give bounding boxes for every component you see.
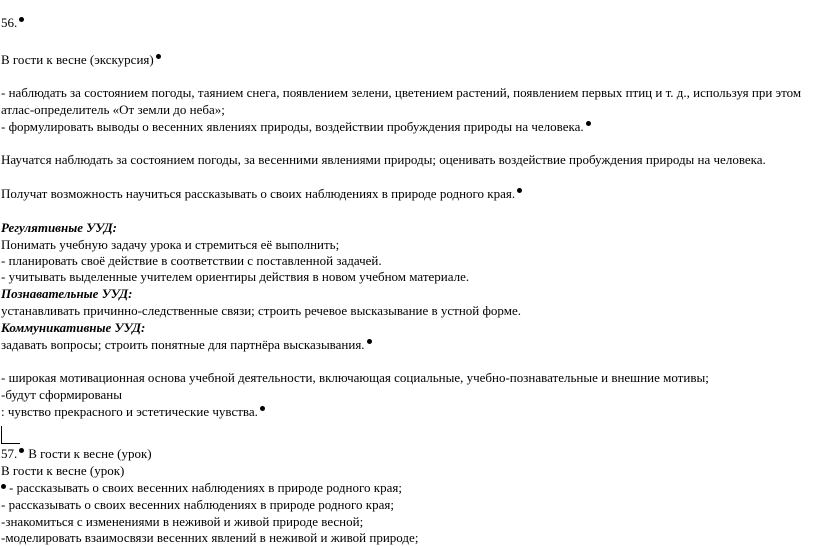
outcome-line (1, 185, 522, 202)
personal-line: -будут сформированы (1, 387, 122, 402)
bullet-dot-icon (260, 406, 265, 411)
goal-line: - наблюдать за состоянием погоды, таянием снега, появлением зелени, цветением растений, появлением первых птиц и т. д., используя при этом (1, 85, 802, 100)
goal-line: -моделировать взаимосвязи весенних явлений в неживой и живой природе; (1, 530, 419, 545)
personal-line: - широкая мотивационная основа учебной деятельности, включающая социальные, учебно-познавательные и внешние мотивы; (1, 370, 709, 385)
lesson-57-subtitle: В гости к весне (урок) (1, 463, 125, 478)
regulatory-line: Понимать учебную задачу урока и стремиться её выполнить; (1, 237, 340, 252)
lesson-56-title (1, 51, 161, 68)
goal-line: -знакомиться с изменениями в неживой и живой природе весной; (1, 514, 364, 529)
goal-text: - рассказывать о своих весенних наблюдениях в природе родного края; (9, 480, 402, 495)
lesson-number-text: 56. (1, 15, 18, 30)
outcome-text: Получат возможность научиться рассказывать о своих наблюдениях в природе родного края. (1, 186, 516, 201)
goal-line (1, 479, 402, 496)
communicative-heading: Коммуникативные УУД: (1, 320, 146, 335)
regulatory-line: - учитывать выделенные учителем ориентиры действия в новом учебном материале. (1, 269, 470, 284)
goal-text: - формулировать выводы о весенних явлениях природы, воздействии пробуждения природы на человека. (1, 119, 584, 134)
bullet-dot-icon (367, 339, 372, 344)
lesson-57-header (1, 445, 152, 462)
cognitive-heading: Познавательные УУД: (1, 286, 133, 301)
goal-line (1, 118, 591, 135)
bullet-dot-icon (517, 188, 522, 193)
bullet-dot-icon (1, 484, 6, 489)
goal-line: атлас-определитель «От земли до неба»; (1, 102, 225, 117)
bullet-dot-icon (156, 54, 161, 59)
empty-cell-marker (1, 426, 20, 444)
bullet-dot-icon (19, 448, 24, 453)
cognitive-line: устанавливать причинно-следственные связи; строить речевое высказывание в устной форме. (1, 303, 521, 318)
communicative-line (1, 336, 372, 353)
goal-line: - рассказывать о своих весенних наблюдениях в природе родного края; (1, 497, 394, 512)
lesson-title-text: В гости к весне (урок) (28, 446, 152, 461)
outcome-line: Научатся наблюдать за состоянием погоды, за весенними явлениями природы; оценивать воздействие пробуждения природы на человека. (1, 152, 766, 167)
bullet-dot-icon (586, 121, 591, 126)
communicative-text: задавать вопросы; строить понятные для партнёра высказывания. (1, 337, 365, 352)
lesson-number-text: 57. (1, 446, 18, 461)
personal-line (1, 403, 265, 420)
personal-text: : чувство прекрасного и эстетические чувства. (1, 404, 258, 419)
regulatory-line: - планировать своё действие в соответствии с поставленной задачей. (1, 253, 382, 268)
bullet-dot-icon (19, 17, 24, 22)
lesson-title-text: В гости к весне (экскурсия) (1, 52, 154, 67)
regulatory-heading: Регулятивные УУД: (1, 220, 118, 235)
lesson-56-number (1, 14, 24, 31)
